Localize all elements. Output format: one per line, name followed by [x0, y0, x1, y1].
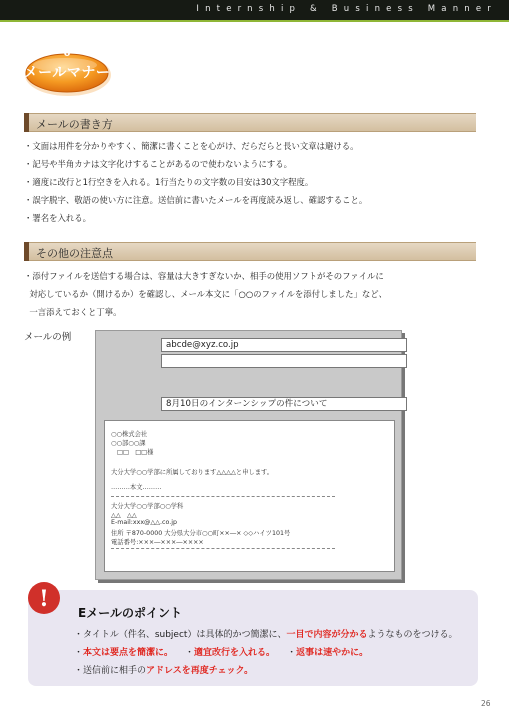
- sig-name: △△ △△: [111, 512, 137, 519]
- body-department: ○○部○○課: [111, 440, 146, 447]
- point-text: ・タイトル（件名、subject）は具体的かつ簡潔に、: [74, 630, 287, 640]
- section-title: メールの書き方: [36, 118, 113, 131]
- point-text: ・: [287, 648, 297, 658]
- sig-address: 住所 〒870-0000 大分県大分市○○町××―× ◇◇ハイツ101号: [111, 530, 291, 537]
- rule-item: ・文面は用件を分かりやすく、簡潔に書くことを心がけ、だらだらと長い文章は避ける。: [24, 141, 359, 151]
- signature-separator-top: [111, 496, 335, 497]
- point-highlight: 適宜改行を入れる。: [194, 648, 276, 658]
- body-recipient: □□ □□様: [117, 449, 154, 456]
- sig-phone: 電話番号:×××―×××―××××: [111, 539, 204, 546]
- badge-label: メールマナー: [23, 65, 111, 81]
- body-greeting: 大分大学○○学部に所属しております△△△△と申します。: [111, 469, 274, 476]
- sig-email: E-mail:xxx@△△.co.jp: [111, 519, 177, 526]
- email-points-box: [28, 586, 478, 686]
- from-field[interactable]: abcde@xyz.co.jp: [161, 338, 407, 352]
- section-heading-writing: [24, 113, 476, 132]
- top-header-bar: [0, 0, 509, 20]
- svg-text:!: !: [39, 586, 49, 612]
- header-accent-line: [0, 20, 509, 22]
- section-badge: [22, 48, 112, 98]
- note-line: ・添付ファイルを送信する場合は、容量は大きすぎないか、相手の使用ソフトがそのファイルに: [24, 271, 384, 281]
- email-example-window: [95, 330, 402, 580]
- subject-field[interactable]: 8月10日のインターンシップの件について: [161, 397, 407, 411]
- point-highlight: 返事は速やかに。: [296, 648, 369, 658]
- point-line-3: [74, 663, 253, 676]
- rule-item: ・署名を入れる。: [24, 213, 91, 223]
- point-highlight: 一目で内容が分かる: [286, 630, 368, 640]
- point-text: ・: [74, 648, 84, 658]
- point-line-2: [74, 645, 368, 658]
- point-text: ・: [185, 648, 195, 658]
- points-title: Eメールのポイント: [78, 606, 182, 620]
- body-company: ○○株式会社: [111, 431, 148, 438]
- point-line-1: [74, 627, 457, 640]
- body-main-text: ………本文………: [111, 484, 162, 491]
- point-text: ようなものをつける。: [367, 630, 458, 640]
- section-cap: [24, 113, 29, 132]
- section-heading-notes: [24, 242, 476, 261]
- rule-item: ・適度に改行と1行空きを入れる。1行当たりの文字数の目安は30文字程度。: [24, 177, 314, 187]
- note-line: 対応しているか（開けるか）を確認し、メール本文に「○○のファイルを添付しました」など、: [24, 289, 387, 299]
- running-title: Internship & Business Manner: [196, 4, 497, 14]
- point-highlight: アドレスを再度チェック。: [146, 666, 254, 676]
- email-body[interactable]: [104, 420, 395, 572]
- point-highlight: 本文は要点を簡潔に。: [83, 648, 174, 658]
- signature-separator-bottom: [111, 548, 335, 549]
- point-text: ・送信前に相手の: [74, 666, 147, 676]
- page-number: 26: [481, 699, 491, 708]
- exclamation-icon: [26, 580, 62, 616]
- section-title: その他の注意点: [36, 247, 113, 260]
- rule-item: ・記号や半角カナは文字化けすることがあるので使わないようにする。: [24, 159, 292, 169]
- section-cap: [24, 242, 29, 261]
- badge-number: 6: [63, 48, 71, 59]
- sig-university: 大分大学○○学部○○学科: [111, 503, 184, 510]
- rule-item: ・誤字脱字、敬語の使い方に注意。送信前に書いたメールを再度読み返し、確認すること。: [24, 195, 368, 205]
- example-label: メールの例: [24, 332, 72, 343]
- to-field[interactable]: [161, 354, 407, 368]
- note-line: 一言添えておくと丁寧。: [24, 307, 122, 317]
